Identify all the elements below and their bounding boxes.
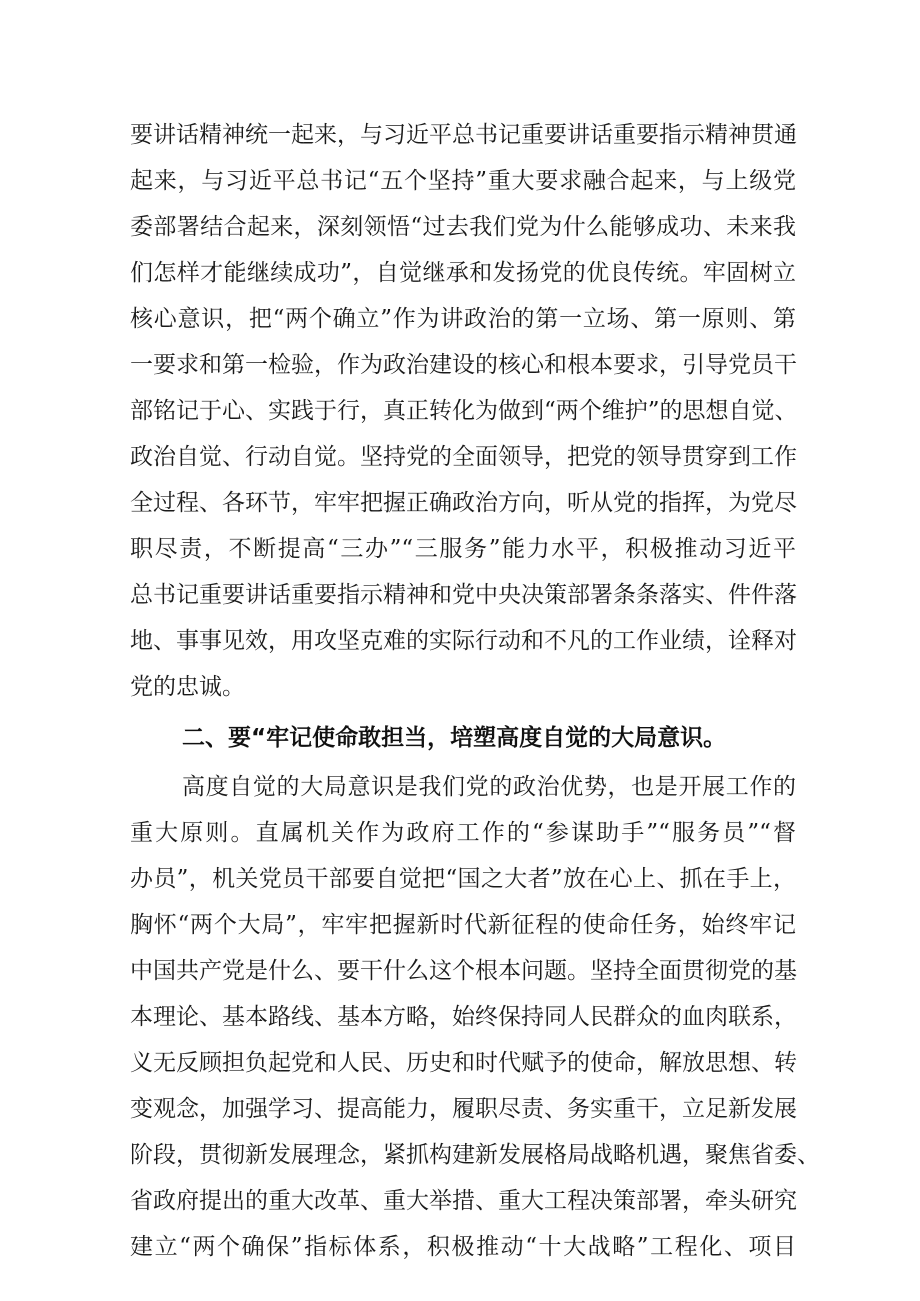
text-line: 总书记重要讲话重要指示精神和党中央决策部署条条落实、件件落 <box>130 582 797 608</box>
text-line: 委部署结合起来，深刻领悟“过去我们党为什么能够成功、未来我 <box>130 214 796 240</box>
text-line: 一要求和第一检验，作为政治建设的核心和根本要求，引导党员干 <box>130 352 797 378</box>
text-line: 高度自觉的大局意识是我们党的政治优势，也是开展工作的 <box>182 774 796 800</box>
text-line: 办员”，机关党员干部要自觉把“国之大者”放在心上、抓在手上， <box>130 866 796 892</box>
text-line: 地、事事见效，用攻坚克难的实际行动和不凡的工作业绩，诠释对 <box>130 628 797 654</box>
text-line: 变观念，加强学习、提高能力，履职尽责、务实重干，立足新发展 <box>130 1096 797 1122</box>
text-line: 部铭记于心、实践于行，真正转化为做到“两个维护”的思想自觉、 <box>130 398 798 424</box>
text-line: 中国共产党是什么、要干什么这个根本问题。坚持全面贯彻党的基 <box>130 958 797 984</box>
text-line: 政治自觉、行动自觉。坚持党的全面领导，把党的领导贯穿到工作 <box>130 444 797 470</box>
text-line: 重大原则。直属机关作为政府工作的“参谋助手”“服务员”“督 <box>130 820 796 846</box>
text-line: 胸怀“两个大局”，牢牢把握新时代新征程的使命任务，始终牢记 <box>130 912 796 938</box>
text-line: 们怎样才能继续成功”，自觉继承和发扬党的优良传统。牢固树立 <box>130 260 796 286</box>
text-line: 本理论、基本路线、基本方略，始终保持同人民群众的血肉联系， <box>130 1004 797 1030</box>
text-line: 起来，与习近平总书记“五个坚持”重大要求融合起来，与上级党 <box>130 168 796 194</box>
text-line: 省政府提出的重大改革、重大举措、重大工程决策部署，牵头研究 <box>130 1188 797 1214</box>
text-line: 职尽责，不断提高“三办”“三服务”能力水平，积极推动习近平 <box>130 536 796 562</box>
section-heading: 二、要“牢记使命敢担当，培塑高度自觉的大局意识。 <box>182 725 727 751</box>
text-line: 要讲话精神统一起来，与习近平总书记重要讲话重要指示精神贯通 <box>130 122 797 148</box>
text-line: 全过程、各环节，牢牢把握正确政治方向，听从党的指挥，为党尽 <box>130 490 797 516</box>
text-line: 党的忠诚。 <box>130 674 245 700</box>
text-line: 阶段，贯彻新发展理念，紧抓构建新发展格局战略机遇，聚焦省委、 <box>130 1142 820 1168</box>
text-line: 建立“两个确保”指标体系，积极推动“十大战略”工程化、项目 <box>130 1234 796 1260</box>
text-line: 核心意识，把“两个确立”作为讲政治的第一立场、第一原则、第 <box>130 306 796 332</box>
text-line: 义无反顾担负起党和人民、历史和时代赋予的使命，解放思想、转 <box>130 1050 797 1076</box>
